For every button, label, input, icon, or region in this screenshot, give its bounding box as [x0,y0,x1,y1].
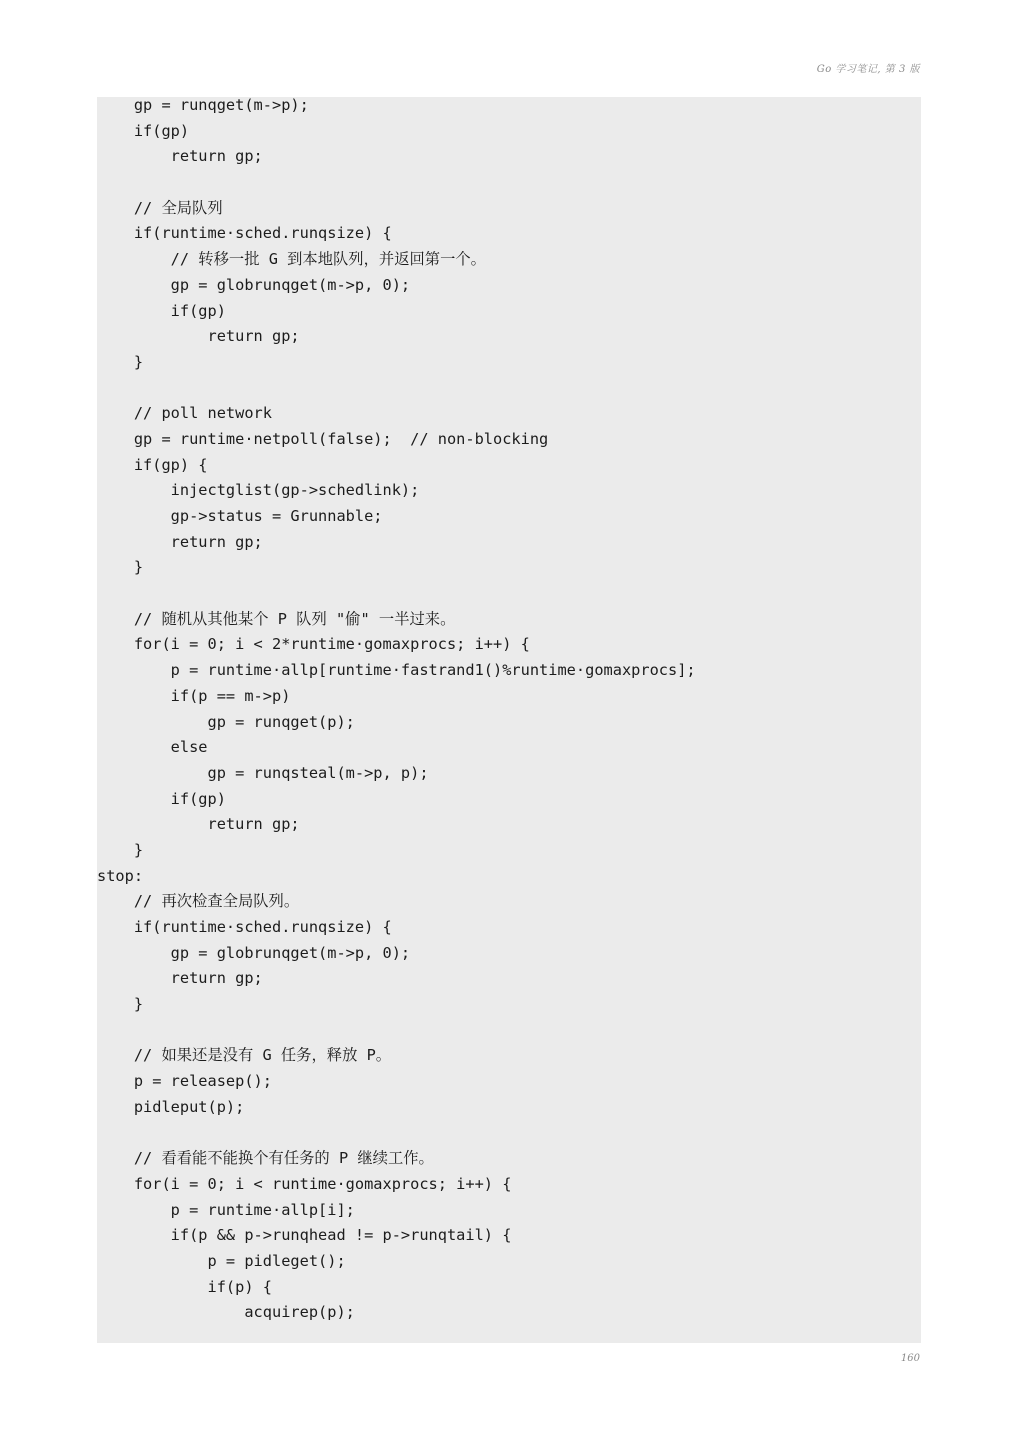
code-line: gp = runtime·netpoll(false); // non-blocking [97,429,549,448]
code-comment: // 如果还是没有 G 任务，释放 P。 [97,1046,392,1065]
code-comment: // 全局队列 [97,198,223,217]
code-line: if(gp) [97,301,226,320]
code-line [97,1022,696,1048]
code-lines [97,97,696,1330]
code-line: } [97,352,144,371]
code-line [97,174,696,200]
code-line: for(i = 0; i < 2*runtime·gomaxprocs; i++) { [97,635,530,654]
code-line: p = runtime·allp[runtime·fastrand1()%runtime·gomaxprocs]; [97,661,696,680]
code-line: } [97,840,144,859]
page-number: 160 [900,1353,920,1364]
code-comment: // 再次检查全局队列。 [97,892,300,911]
code-line: acquirep(p); [97,1303,355,1322]
code-comment: // poll network [97,404,272,423]
code-line: gp = runqget(p); [97,712,355,731]
code-line: gp = globrunqget(m->p, 0); [97,943,411,962]
code-line: } [97,995,144,1014]
code-line: } [97,558,144,577]
code-line [97,380,696,406]
code-line: gp = runqsteal(m->p, p); [97,763,429,782]
code-block [97,97,921,1343]
code-line: return gp; [97,532,263,551]
running-header: Go 学习笔记, 第 3 版 [816,64,920,75]
code-line [97,1125,696,1151]
code-line: return gp; [97,969,263,988]
code-line: if(p) { [97,1277,272,1296]
code-comment: // 看看能不能换个有任务的 P 继续工作。 [97,1149,434,1168]
code-line: else [97,738,208,757]
code-line: if(p && p->runqhead != p->runqtail) { [97,1226,512,1245]
code-line: gp->status = Grunnable; [97,507,383,525]
code-line: if(gp) { [97,455,208,474]
code-line: if(p == m->p) [97,686,291,705]
code-line: p = runtime·allp[i]; [97,1200,355,1219]
code-line: pidleput(p); [97,1097,245,1116]
code-line: p = pidleget(); [97,1251,346,1270]
code-line: if(runtime·sched.runqsize) { [97,918,392,936]
code-line: if(runtime·sched.runqsize) { [97,224,392,243]
code-line: gp = runqget(m->p); [97,96,309,114]
code-line: for(i = 0; i < runtime·gomaxprocs; i++) { [97,1174,512,1193]
code-line: injectglist(gp->schedlink); [97,481,420,500]
code-line: if(gp) [97,121,190,140]
code-line: gp = globrunqget(m->p, 0); [97,275,411,294]
code-comment: // 随机从其他某个 P 队列 "偷" 一半过来。 [97,609,456,628]
code-line [97,585,696,611]
code-label: stop: [97,866,144,885]
code-line: if(gp) [97,789,226,808]
code-line: return gp; [97,327,300,346]
code-line: return gp; [97,147,263,166]
code-line: return gp; [97,815,300,834]
code-comment: // 转移一批 G 到本地队列，并返回第一个。 [97,250,486,269]
code-line: p = releasep(); [97,1072,272,1091]
